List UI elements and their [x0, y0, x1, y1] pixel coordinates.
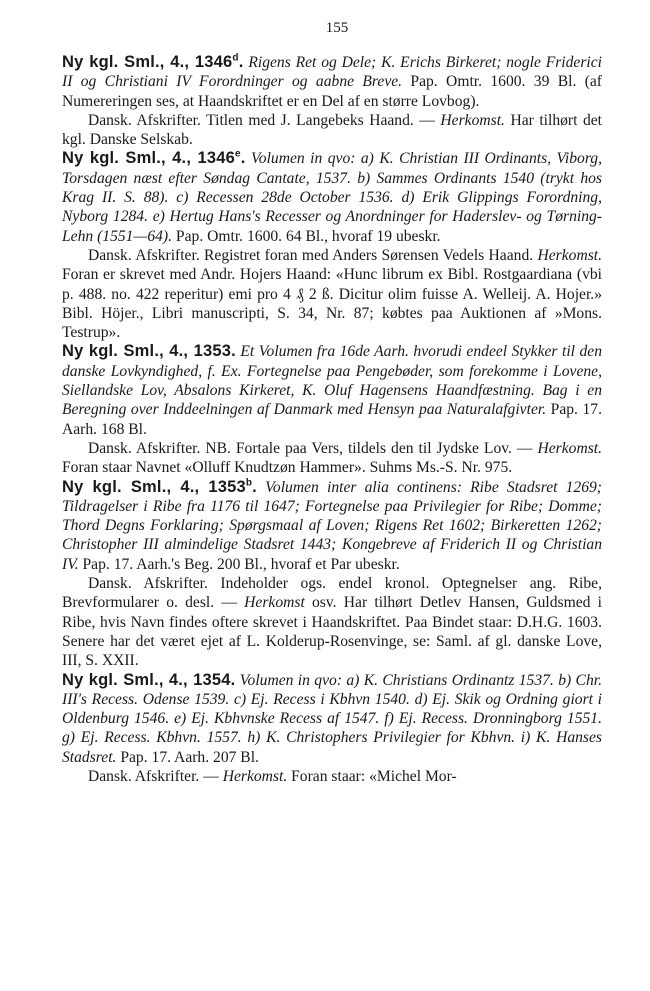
entry-title: Rigens Ret og Dele; K. Erichs Birkeret; nogle Friderici II og Christiani IV Forordninger og aabne Breve. [62, 54, 602, 91]
page-number: 155 [325, 20, 349, 36]
entry-notes: Dansk. Afskrifter. NB. Fortale paa Vers, tildels den til Jydske Lov. — Herkomst. Foran staar Navnet «Olluff Knudtzøn Hammer». Suhms Ms.-S. Nr. 975. [62, 439, 602, 477]
herkomst-label: Herkomst. [222, 767, 288, 785]
catalog-entry-1353 [62, 342, 602, 477]
entry-notes: Dansk. Afskrifter. Titlen med J. Langebeks Haand. — Herkomst. Har tilhørt det kgl. Danske Selskab. [62, 111, 602, 149]
herkomst-label: Herkomst [244, 594, 305, 612]
shelfmark: Ny kgl. Sml., 4., 1353$^b$. [62, 477, 257, 496]
entry-title: Et Volumen fra 16de Aarh. hvorudi endeel Stykker til den danske Lovkyndighed, f. Ex. Fortegnelse paa Pengebøder, som forekomme i Lovene, Siellandske Lov, Absalons Kirkeret, K. Oluf Hagensens Haandfæstning. Bag i en Beregning over Inddeelningen af Danmark med Hensyn paa Naturalafgivter. [62, 343, 602, 419]
shelfmark-suffix: b [245, 477, 253, 489]
entry-title: Volumen inter alia continens: Ribe Stadsret 1269; Tildragelser i Ribe fra 1176 til 1647; Fortegnelse paa Privilegier for Ribe; Domme; Thord Degns Forklaring; Spørgsmaal af Loven; Rigens Ret 1602; Birkeretten 1262; Christopher III almindelige Stadsret 1443; Kongebreve af Friderich II og Christian IV. [62, 478, 602, 573]
entry-heading [62, 149, 602, 245]
entry-physical-description: Pap. 17. Aarh. 168 Bl. [62, 401, 603, 438]
entry-physical-description: Pap. 17. Aarh. 207 Bl. [116, 748, 259, 766]
entry-heading [62, 671, 602, 767]
entry-title: Volumen in qvo: a) K. Christian III Ordinants, Viborg, Torsdagen næst efter Søndag Cantate, 1537. b) Sammes Ordinants 1540 (trykt hos Krag II. S. 88). c) Recessen 28de October 1536. d) Erik Glippings Forordning, Nyborg 1284. e) Hertug Hans's Recesser og Anordninger for Haderslev- og Tørning-Lehn (1551—64). [62, 150, 603, 245]
entry-notes: Dansk. Afskrifter. Indeholder ogs. endel kronol. Optegnelser ang. Ribe, Brevformularer o. desl. — Herkomst osv. Har tilhørt Detlev Hansen, Guldsmed i Ribe, hvis Navn findes oftere skrevet i Haandskriftet. Paa Bindet staar: D.H.G. 1603. Senere har det været ejet af L. Kolderup-Rosenvinge, se: Saml. af gl. danske Love, III, S. XXII. [62, 575, 602, 670]
shelfmark: Ny kgl. Sml., 4., 1353. [62, 342, 236, 361]
catalog-entry-1346e [62, 149, 602, 342]
shelfmark: Ny kgl. Sml., 4., 1346e. [62, 148, 246, 168]
entry-heading [62, 53, 602, 111]
entry-notes: Dansk. Afskrifter. Registret foran med Anders Sørensen Vedels Haand. Herkomst. Foran er skrevet med Andr. Hojers Haand: «Hunc librum ex Bibl. Rostgaardiana (vbi p. 488. no. 422 reperitur) emi pro 4 ₰ 2 ß. Dicitur olim fuisse A. Welleij. A. Hojer.» Bibl. Höjer., Libri manuscripti, S. 34, Nr. 87; købtes paa Auktionen af »Mons. Testrup». [62, 246, 602, 342]
herkomst-label: Herkomst. [440, 111, 505, 129]
catalog-entry-1346d [62, 53, 602, 149]
catalog-entry-1353b [62, 478, 602, 671]
shelfmark-suffix: e [234, 148, 241, 160]
entry-title: Volumen in qvo: a) K. Christians Ordinantz 1537. b) Chr. III's Recess. Odense 1539. c) Ej. Recess i Kbhvn 1540. d) Ej. Skik og Ordning giort i Oldenburg 1546. e) Ej. Kbhvnske Recess af 1547. f) Ej. Recess. Dronningborg 1551. g) Ej. Recess. Kbhvn. 1557. h) K. Christophers Privilegier for Kbhvn. i) K. Hanses Stadsret. [62, 671, 602, 766]
entry-physical-description: Pap. Omtr. 1600. 39 Bl. (af Numereringen ses, at Haandskriftet er en Del af en større Lovbog). [62, 73, 602, 110]
entry-heading [62, 342, 602, 438]
shelfmark: Ny kgl. Sml., 4., 1346$^d$. [62, 52, 244, 71]
entry-physical-description: Pap. Omtr. 1600. 64 Bl., hvoraf 19 ubeskr. [172, 227, 441, 245]
entry-heading [62, 478, 602, 574]
catalog-entry-1354 [62, 671, 602, 787]
shelfmark: Ny kgl. Sml., 4., 1354. [62, 670, 236, 689]
shelfmark-suffix: d [232, 52, 239, 64]
page [62, 20, 602, 786]
entry-physical-description: Pap. 17. Aarh.'s Beg. 200 Bl., hvoraf et Par ubeskr. [78, 555, 400, 573]
herkomst-label: Herkomst. [537, 246, 602, 264]
herkomst-label: Herkomst. [537, 439, 602, 457]
entry-notes: Dansk. Afskrifter. — Herkomst. Foran staar: «Michel Mor- [88, 767, 457, 785]
